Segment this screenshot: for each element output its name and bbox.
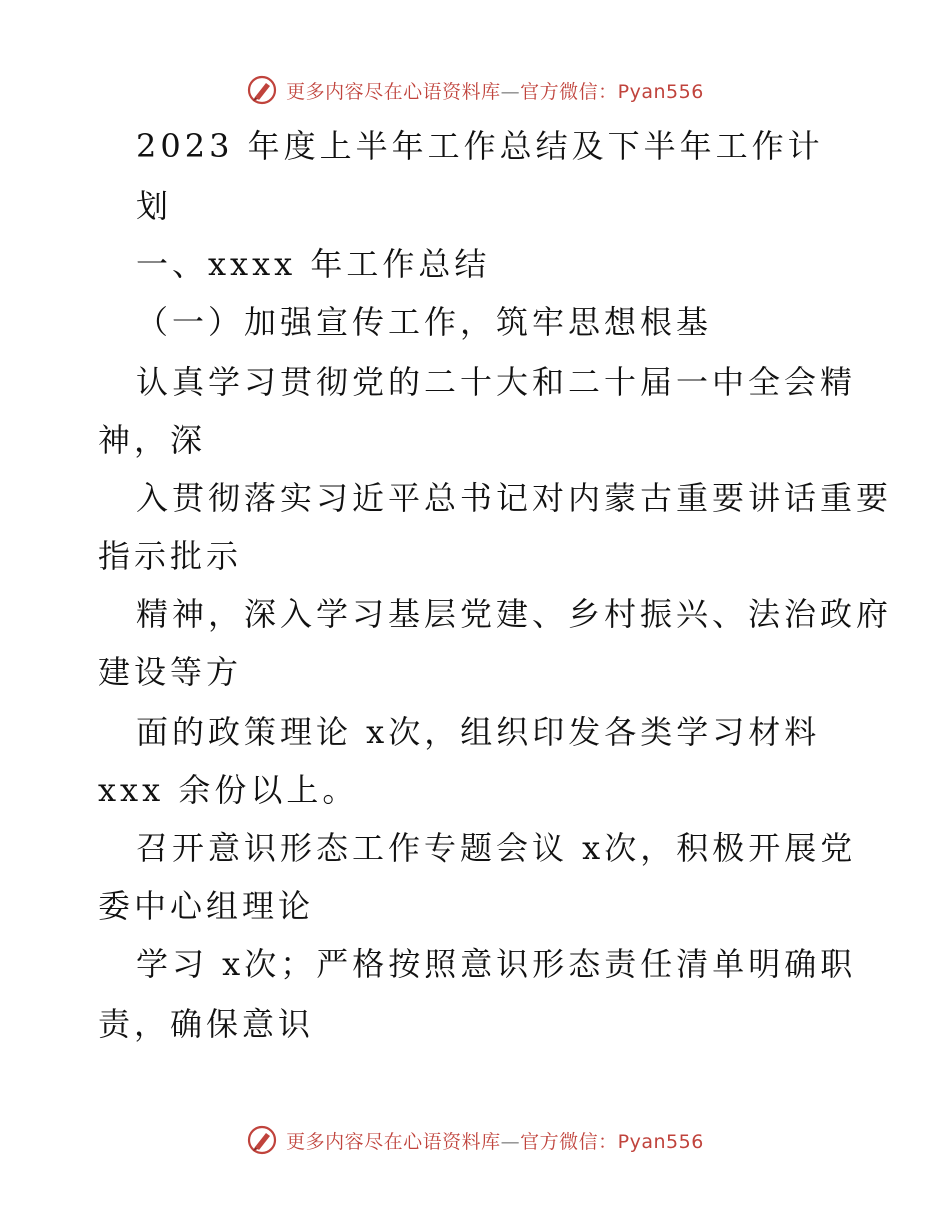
paragraph-line: xxx 余份以上。 [98,771,359,809]
paragraph-line: 精神，深入学习基层党建、乡村振兴、法治政府 [136,595,893,633]
paragraph-line: 面的政策理论 x次，组织印发各类学习材料 [136,713,821,751]
document-title-line-1: 2023 年度上半年工作总结及下半年工作计 [136,127,824,165]
paragraph-line: 指示批示 [98,537,243,575]
watermark-banner-bottom [0,1120,950,1160]
paragraph-line: 入贯彻落实习近平总书记对内蒙古重要讲话重要 [136,479,893,517]
paragraph-line: 责，确保意识 [98,1005,315,1043]
paragraph-line: 认真学习贯彻党的二十大和二十届一中全会精 [136,363,857,401]
document-title-line-2: 划 [136,187,173,225]
paragraph-line: 委中心组理论 [98,887,315,925]
watermark-text: 更多内容尽在心语资料库—官方微信：Pyan556 [286,1130,704,1153]
paragraph-line: 召开意识形态工作专题会议 x次，积极开展党 [136,829,857,867]
pen-logo-icon [246,74,278,106]
watermark-banner-top [0,70,950,110]
paragraph-line: 神，深 [98,421,207,459]
pen-logo-icon [246,1124,278,1156]
paragraph-line: 学习 x次；严格按照意识形态责任清单明确职 [136,945,857,983]
paragraph-line: 建设等方 [98,653,243,691]
section-heading: 一、xxxx 年工作总结 [136,245,491,283]
watermark-text: 更多内容尽在心语资料库—官方微信：Pyan556 [286,80,704,103]
subsection-heading: （一）加强宣传工作，筑牢思想根基 [136,303,713,341]
